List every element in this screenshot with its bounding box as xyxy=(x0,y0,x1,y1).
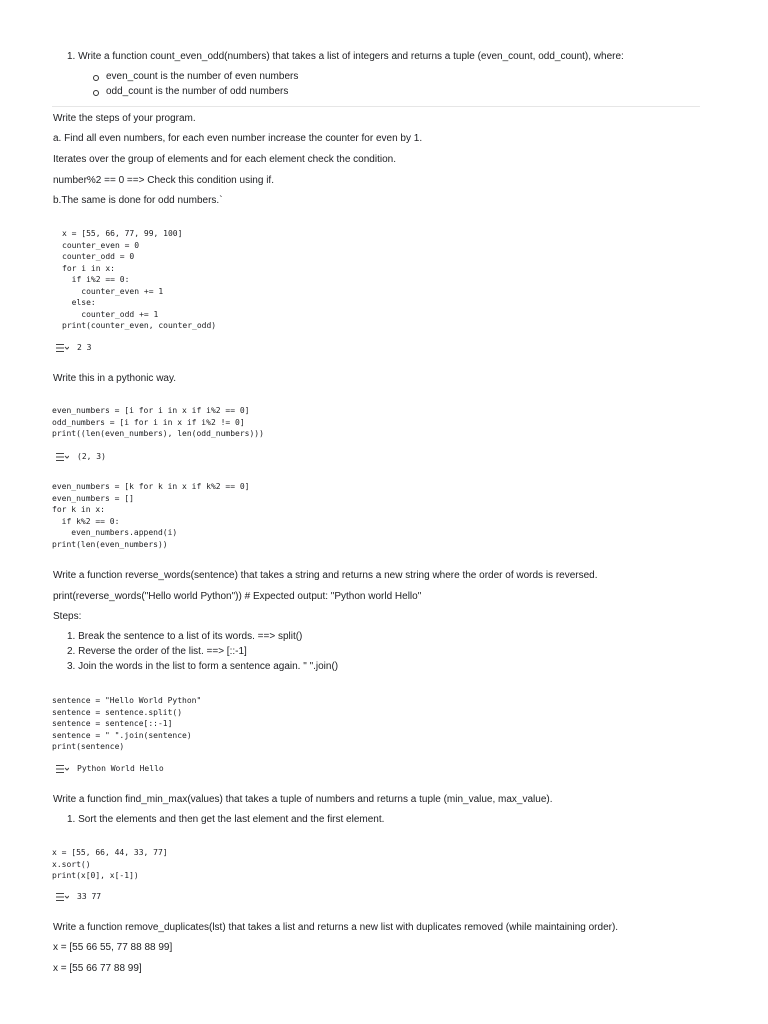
dups-line-1: x = [55 66 55, 77 88 88 99] xyxy=(53,942,173,953)
minmax-step-1: 1. Sort the elements and then get the last element and the first element. xyxy=(67,814,385,825)
intro-bullet-1: even_count is the number of even numbers xyxy=(106,71,299,82)
steps-condition: number%2 == 0 ==> Check this condition using if. xyxy=(53,175,274,186)
output-reverse: Python World Hello xyxy=(77,764,164,773)
output-toggle-icon[interactable] xyxy=(55,892,69,902)
reverse-description: Write a function reverse_words(sentence) that takes a string and returns a new string where the order of words is reversed. xyxy=(53,570,598,581)
bullet-marker xyxy=(93,90,99,96)
output-toggle-icon[interactable] xyxy=(55,343,69,353)
output-pythonic: (2, 3) xyxy=(77,452,106,461)
code-cell-count[interactable]: x = [55, 66, 77, 99, 100] counter_even = 0 counter_odd = 0 for i in x: if i%2 == 0: counter_even += 1 else: counter_odd += 1 print(counter_even, counter_odd) xyxy=(62,229,217,330)
dups-description: Write a function remove_duplicates(lst) that takes a list and returns a new list with duplicates removed (while maintaining order). xyxy=(53,922,619,933)
output-minmax: 33 77 xyxy=(77,892,102,901)
steps-b: b.The same is done for odd numbers.` xyxy=(53,195,223,206)
intro-bullet-2: odd_count is the number of odd numbers xyxy=(106,86,289,97)
reverse-step-3: 3. Join the words in the list to form a sentence again. " ".join() xyxy=(67,661,339,672)
dups-line-2: x = [55 66 77 88 99] xyxy=(53,963,142,974)
steps-a: a. Find all even numbers, for each even number increase the counter for even by 1. xyxy=(53,133,423,144)
reverse-example: print(reverse_words("Hello world Python")) # Expected output: "Python world Hello" xyxy=(53,591,422,602)
steps-heading: Write the steps of your program. xyxy=(53,113,196,124)
reverse-step-2: 2. Reverse the order of the list. ==> [::-1] xyxy=(67,646,247,657)
intro-item-1: 1. Write a function count_even_odd(numbers) that takes a list of integers and returns a tuple (even_count, odd_count), where: xyxy=(67,51,624,62)
reverse-steps-label: Steps: xyxy=(53,611,82,622)
output-toggle-icon[interactable] xyxy=(55,764,69,774)
bullet-marker xyxy=(93,75,99,81)
minmax-description: Write a function find_min_max(values) that takes a tuple of numbers and returns a tuple (min_value, max_value). xyxy=(53,794,553,805)
output-count: 2 3 xyxy=(77,343,92,352)
steps-iterate: Iterates over the group of elements and for each element check the condition. xyxy=(53,154,396,165)
code-cell-reverse[interactable]: sentence = "Hello World Python" sentence = sentence.split() sentence = sentence[::-1] sentence = " ".join(sentence) print(sentence) xyxy=(52,696,202,751)
pythonic-text: Write this in a pythonic way. xyxy=(53,373,177,384)
cell-divider xyxy=(52,106,700,107)
output-toggle-icon[interactable] xyxy=(55,452,69,462)
reverse-step-1: 1. Break the sentence to a list of its words. ==> split() xyxy=(67,631,303,642)
code-cell-minmax[interactable]: x = [55, 66, 44, 33, 77] x.sort() print(x[0], x[-1]) xyxy=(52,848,168,880)
code-cell-pythonic[interactable]: even_numbers = [i for i in x if i%2 == 0] odd_numbers = [i for i in x if i%2 != 0] print((len(even_numbers), len(odd_numbers))) xyxy=(52,406,264,438)
code-cell-loop[interactable]: even_numbers = [k for k in x if k%2 == 0] even_numbers = [] for k in x: if k%2 == 0: even_numbers.append(i) print(len(even_numbers)) xyxy=(52,482,250,549)
